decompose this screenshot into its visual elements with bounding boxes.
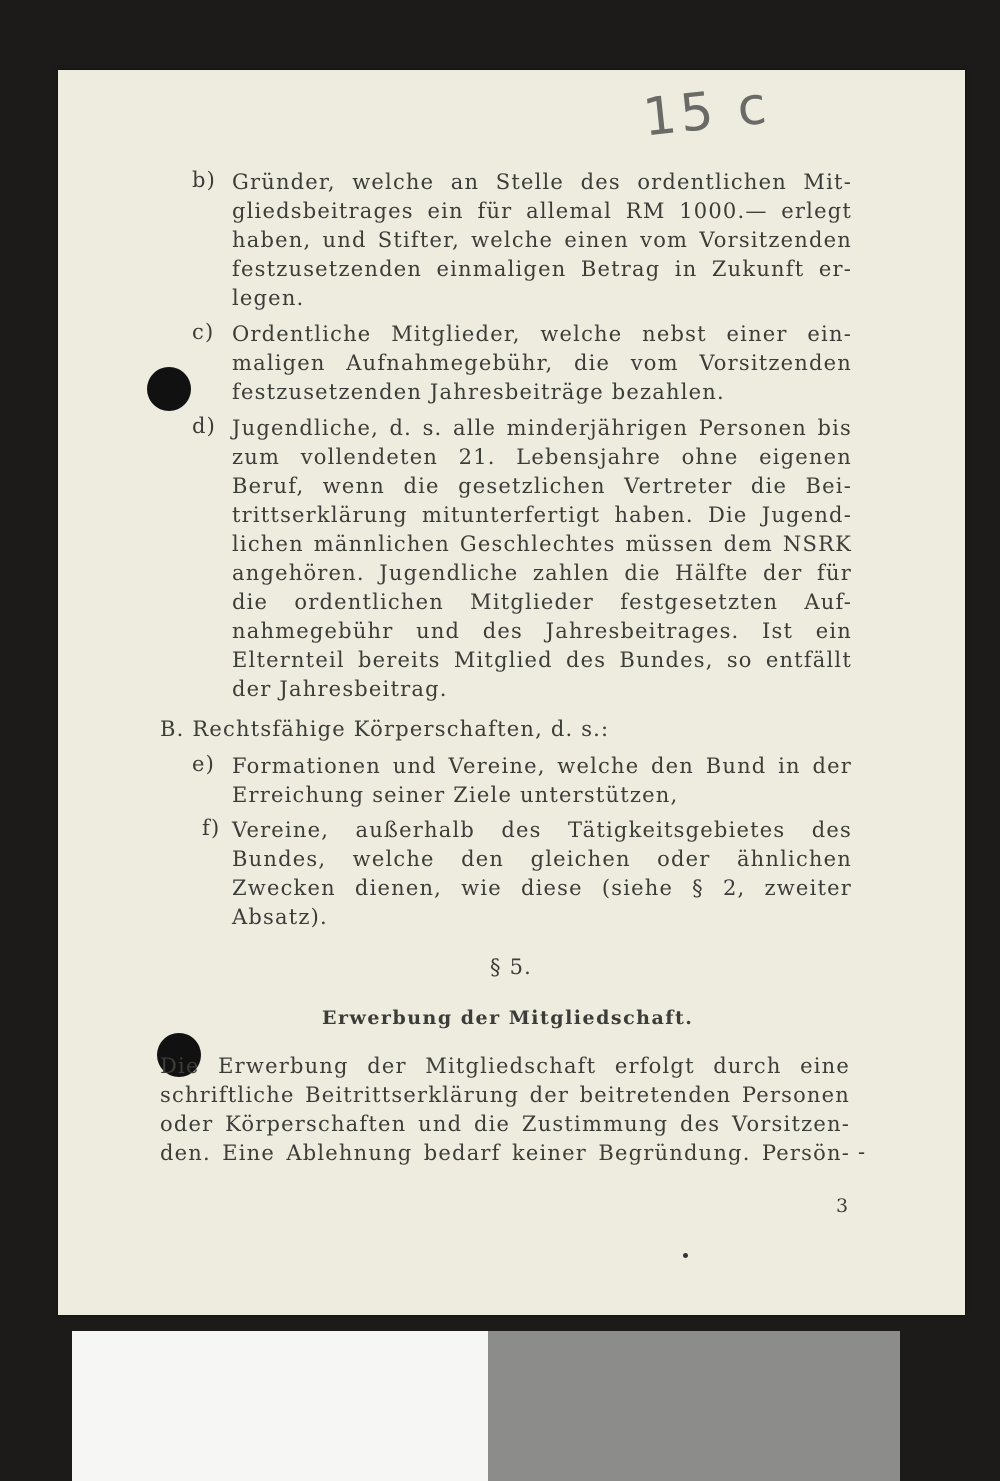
- text-line: Zwecken dienen, wie diese (siehe § 2, zweiter: [232, 876, 852, 900]
- text-line: trittserklärung mitunterfertigt haben. Die Jugend-: [232, 503, 852, 527]
- text-line: gliedsbeitrages ein für allemal RM 1000.— erlegt: [232, 199, 852, 223]
- text-line: Formationen und Vereine, welche den Bund in der: [232, 754, 852, 778]
- membership-paragraph: [160, 1052, 850, 1168]
- text-line: nahmegebühr und des Jahresbeitrages. Ist ein: [232, 619, 852, 643]
- item-label: c): [192, 320, 215, 344]
- text-line: legen.: [232, 286, 305, 310]
- text-line: oder Körperschaften und die Zustimmung des Vorsitzen-: [160, 1112, 850, 1136]
- text-line: Die Erwerbung der Mitgliedschaft erfolgt durch eine: [160, 1054, 850, 1078]
- white-calibration-card: [72, 1331, 488, 1481]
- text-line: festzusetzenden einmaligen Betrag in Zukunft er-: [232, 257, 852, 281]
- text-line: Vereine, außerhalb des Tätigkeitsgebietes des: [232, 818, 852, 842]
- text-line: angehören. Jugendliche zahlen die Hälfte der für: [232, 561, 852, 585]
- text-line: Erreichung seiner Ziele unterstützen,: [232, 783, 679, 807]
- section-b-heading: B. Rechtsfähige Körperschaften, d. s.:: [160, 717, 610, 741]
- item-text: [232, 320, 852, 407]
- text-line: Jugendliche, d. s. alle minderjährigen Personen bis: [232, 416, 852, 440]
- item-text: [232, 752, 852, 810]
- hyphen-mark: -: [858, 1140, 867, 1164]
- item-label: d): [192, 414, 217, 438]
- text-line: zum vollendeten 21. Lebensjahre ohne eigenen: [232, 445, 852, 469]
- ink-dot: [683, 1253, 688, 1258]
- item-label: e): [192, 752, 216, 776]
- text-line: haben, und Stifter, welche einen vom Vorsitzenden: [232, 228, 852, 252]
- item-label: f): [202, 816, 221, 840]
- paragraph-heading: Erwerbung der Mitgliedschaft.: [322, 1007, 694, 1029]
- item-text: [232, 816, 852, 932]
- item-text: [232, 168, 852, 313]
- text-line: Ordentliche Mitglieder, welche nebst einer ein-: [232, 322, 852, 346]
- text-line: Gründer, welche an Stelle des ordentlichen Mit-: [232, 170, 852, 194]
- handwritten-note: 15 c: [640, 75, 774, 149]
- text-line: der Jahresbeitrag.: [232, 677, 448, 701]
- item-label: b): [192, 168, 217, 192]
- paragraph-number: § 5.: [490, 955, 533, 979]
- text-line: lichen männlichen Geschlechtes müssen dem NSRK: [232, 532, 852, 556]
- text-line: Elternteil bereits Mitglied des Bundes, so entfällt: [232, 648, 852, 672]
- text-line: die ordentlichen Mitglieder festgesetzten Auf-: [232, 590, 852, 614]
- text-line: Beruf, wenn die gesetzlichen Vertreter die Bei-: [232, 474, 852, 498]
- item-text: [232, 414, 852, 704]
- text-line: Absatz).: [232, 905, 328, 929]
- page-number: 3: [836, 1195, 850, 1217]
- text-line: festzusetzenden Jahresbeiträge bezahlen.: [232, 380, 725, 404]
- text-line: Bundes, welche den gleichen oder ähnlichen: [232, 847, 852, 871]
- text-line: maligen Aufnahmegebühr, die vom Vorsitzenden: [232, 351, 852, 375]
- gray-calibration-card: [488, 1331, 900, 1481]
- text-line: schriftliche Beitrittserklärung der beitretenden Personen: [160, 1083, 850, 1107]
- text-line: den. Eine Ablehnung bedarf keiner Begründung. Persön-: [160, 1141, 850, 1165]
